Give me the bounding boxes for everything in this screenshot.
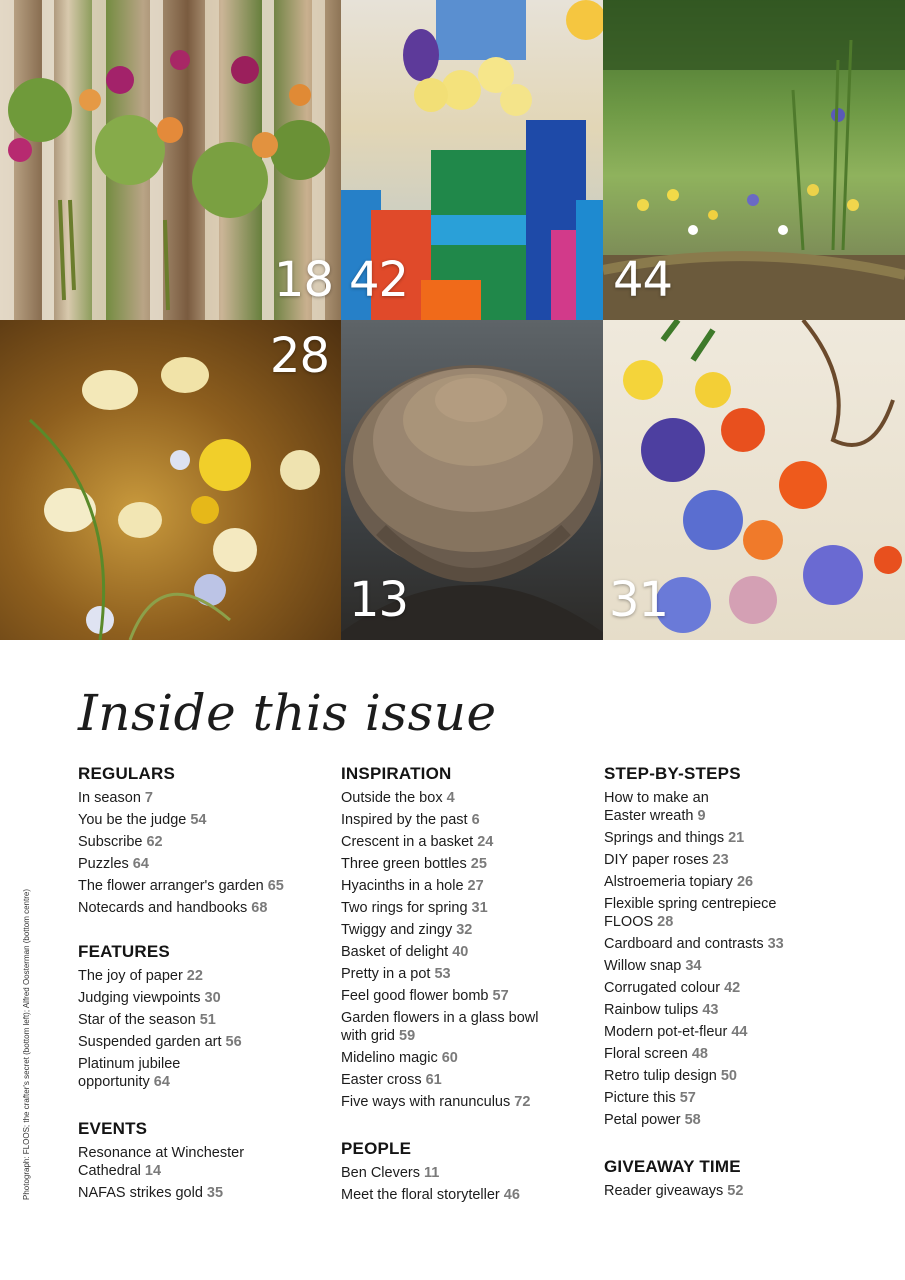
item-label: Resonance at Winchester Cathedral	[78, 1145, 245, 1179]
item-label: Two rings for spring	[341, 900, 468, 916]
item-page: 56	[225, 1034, 242, 1050]
item-label: Feel good flower bomb	[341, 988, 489, 1004]
contents-item[interactable]	[341, 811, 596, 829]
item-page: 58	[684, 1112, 701, 1128]
contents-item[interactable]	[78, 855, 333, 873]
item-label: Rainbow tulips	[604, 1002, 699, 1018]
item-label: Star of the season	[78, 1012, 196, 1028]
page-number-badge: 18	[273, 252, 333, 308]
item-page: 30	[204, 990, 221, 1006]
item-label: Meet the floral storyteller	[341, 1187, 500, 1203]
contents-item[interactable]	[604, 1182, 894, 1200]
item-label: DIY paper roses	[604, 852, 709, 868]
contents-column-1	[78, 764, 333, 1206]
photo-tile-28[interactable]	[0, 320, 341, 640]
photo-tile-13[interactable]	[341, 320, 603, 640]
item-page: 28	[657, 914, 674, 930]
contents-item[interactable]	[78, 811, 333, 829]
item-page: 4	[446, 790, 455, 806]
page-title: Inside this issue	[78, 684, 497, 742]
item-label: Inspired by the past	[341, 812, 468, 828]
item-page: 52	[727, 1183, 744, 1199]
contents-item[interactable]	[341, 855, 596, 873]
section-giveaway-time	[604, 1157, 894, 1200]
item-label: Retro tulip design	[604, 1068, 717, 1084]
contents-item[interactable]	[78, 899, 333, 917]
item-page: 35	[206, 1185, 224, 1201]
section-regulars	[78, 764, 333, 917]
item-label: Twiggy and zingy	[341, 922, 453, 938]
page-number-badge: 31	[609, 572, 669, 628]
item-page: 22	[186, 968, 203, 984]
photo-tile-44[interactable]	[603, 0, 905, 320]
item-page: 33	[767, 936, 784, 952]
item-page: 40	[452, 944, 469, 960]
item-page: 6	[471, 812, 480, 828]
item-label: Pretty in a pot	[341, 966, 431, 982]
spacer	[341, 1115, 596, 1139]
item-page: 53	[434, 966, 451, 982]
contents-item[interactable]	[78, 789, 333, 807]
photo-credit: Photograph: FLOOS; the crafter's secret (bottom left); Alfred Oosterman (bottom centre)	[22, 889, 31, 1200]
item-page: 32	[456, 922, 473, 938]
contents-item[interactable]	[78, 967, 333, 985]
item-label: Suspended garden art	[78, 1034, 222, 1050]
item-label: Springs and things	[604, 830, 725, 846]
page-number-badge: 42	[349, 252, 409, 308]
item-page: 9	[697, 808, 706, 824]
item-page: 21	[728, 830, 745, 846]
contents-item[interactable]	[78, 833, 333, 851]
section-title: STEP-BY-STEPS	[604, 764, 741, 783]
item-page: 46	[503, 1187, 520, 1203]
item-label: How to make an Easter wreath	[604, 790, 709, 824]
item-label: Cardboard and contrasts	[604, 936, 764, 952]
contents-item[interactable]	[341, 1009, 541, 1045]
contents-item[interactable]	[78, 1144, 278, 1180]
contents-column-3	[604, 764, 894, 1204]
item-page: 44	[731, 1024, 748, 1040]
contents-item[interactable]	[604, 1023, 894, 1041]
item-label: Modern pot-et-fleur	[604, 1024, 728, 1040]
contents-item[interactable]	[341, 1071, 596, 1089]
item-page: 62	[146, 834, 163, 850]
contents-item[interactable]	[341, 943, 596, 961]
item-label: Corrugated colour	[604, 980, 721, 996]
item-page: 34	[685, 958, 702, 974]
item-label: Alstroemeria topiary	[604, 874, 733, 890]
item-page: 65	[267, 878, 284, 894]
photo-tile-18[interactable]	[0, 0, 341, 320]
page-number-badge: 13	[349, 572, 409, 628]
contents-item[interactable]	[604, 957, 894, 975]
item-label: Garden flowers in a glass bowl with grid	[341, 1010, 539, 1044]
item-label: Notecards and handbooks	[78, 900, 248, 916]
item-label: Ben Clevers	[341, 1165, 420, 1181]
page-number-badge: 28	[269, 328, 329, 384]
section-events	[78, 1119, 333, 1202]
contents-item[interactable]	[604, 851, 894, 869]
contents-item[interactable]	[604, 789, 744, 825]
contents-item[interactable]	[604, 1045, 894, 1063]
section-title: EVENTS	[78, 1119, 148, 1138]
item-label: In season	[78, 790, 141, 806]
contents-item[interactable]	[604, 1067, 894, 1085]
contents-item[interactable]	[341, 1093, 596, 1111]
item-page: 11	[423, 1165, 440, 1181]
item-label: You be the judge	[78, 812, 187, 828]
item-page: 31	[471, 900, 488, 916]
contents-item[interactable]	[604, 1001, 894, 1019]
item-page: 64	[132, 856, 149, 872]
item-page: 43	[702, 1002, 719, 1018]
item-label: Petal power	[604, 1112, 681, 1128]
item-label: Basket of delight	[341, 944, 449, 960]
contents-item[interactable]	[341, 1186, 596, 1204]
contents-item[interactable]	[78, 877, 333, 895]
contents-item[interactable]	[341, 1164, 596, 1182]
item-label: Reader giveaways	[604, 1183, 724, 1199]
item-page: 57	[492, 988, 509, 1004]
contents-item[interactable]	[341, 877, 596, 895]
item-label: Outside the box	[341, 790, 443, 806]
section-title: REGULARS	[78, 764, 175, 783]
item-page: 24	[477, 834, 494, 850]
contents-item[interactable]	[78, 1011, 333, 1029]
item-page: 42	[724, 980, 741, 996]
contents-column-2	[341, 764, 596, 1208]
section-step-by-steps	[604, 764, 894, 1129]
photo-tile-31[interactable]	[603, 320, 905, 640]
item-page: 48	[691, 1046, 708, 1062]
item-label: Judging viewpoints	[78, 990, 201, 1006]
item-label: Puzzles	[78, 856, 129, 872]
contents-item[interactable]	[604, 895, 804, 931]
section-title: INSPIRATION	[341, 764, 452, 783]
contents-item[interactable]	[341, 965, 596, 983]
item-page: 72	[514, 1094, 531, 1110]
section-features	[78, 942, 333, 1091]
item-page: 51	[199, 1012, 216, 1028]
section-title: PEOPLE	[341, 1139, 412, 1158]
page-number-badge: 44	[613, 252, 673, 308]
section-title: FEATURES	[78, 942, 170, 961]
section-inspiration	[341, 764, 596, 1111]
item-label: Hyacinths in a hole	[341, 878, 464, 894]
contents-item[interactable]	[78, 1055, 218, 1091]
item-label: The flower arranger's garden	[78, 878, 264, 894]
item-label: Flexible spring centrepiece FLOOS	[604, 896, 777, 930]
item-page: 23	[712, 852, 729, 868]
item-page: 54	[190, 812, 207, 828]
contents-item[interactable]	[341, 899, 596, 917]
contents-item[interactable]	[78, 1184, 333, 1202]
item-label: Platinum jubilee opportunity	[78, 1056, 181, 1090]
contents-item[interactable]	[341, 987, 596, 1005]
spacer	[604, 1133, 894, 1157]
item-label: Picture this	[604, 1090, 676, 1106]
item-label: Five ways with ranunculus	[341, 1094, 511, 1110]
photo-tile-42[interactable]	[341, 0, 603, 320]
item-label: Floral screen	[604, 1046, 688, 1062]
item-page: 61	[425, 1072, 442, 1088]
item-page: 14	[144, 1163, 162, 1179]
item-page: 25	[470, 856, 487, 872]
item-label: Three green bottles	[341, 856, 467, 872]
item-page: 64	[153, 1074, 170, 1090]
item-page: 27	[467, 878, 484, 894]
item-page: 26	[736, 874, 754, 890]
contents-item[interactable]	[604, 1111, 894, 1129]
item-label: Crescent in a basket	[341, 834, 474, 850]
item-label: NAFAS strikes gold	[78, 1185, 203, 1201]
contents-item[interactable]	[341, 833, 596, 851]
item-page: 68	[251, 900, 268, 916]
contents-item[interactable]	[341, 789, 596, 807]
spacer	[78, 1095, 333, 1119]
section-title: GIVEAWAY TIME	[604, 1157, 741, 1176]
contents-item[interactable]	[604, 979, 894, 997]
contents-item[interactable]	[341, 921, 596, 939]
contents-item[interactable]	[604, 829, 894, 847]
contents-item[interactable]	[341, 1049, 596, 1067]
contents-item[interactable]	[78, 989, 333, 1007]
contents-item[interactable]	[78, 1033, 333, 1051]
contents-item[interactable]	[604, 873, 894, 891]
item-page: 60	[441, 1050, 458, 1066]
section-people	[341, 1139, 596, 1204]
item-page: 57	[679, 1090, 696, 1106]
item-label: Willow snap	[604, 958, 682, 974]
spacer	[78, 921, 333, 942]
item-label: The joy of paper	[78, 968, 183, 984]
contents-item[interactable]	[604, 935, 894, 953]
item-page: 59	[399, 1028, 416, 1044]
item-page: 7	[144, 790, 153, 806]
item-label: Midelino magic	[341, 1050, 438, 1066]
contents-item[interactable]	[604, 1089, 894, 1107]
item-label: Subscribe	[78, 834, 143, 850]
item-label: Easter cross	[341, 1072, 422, 1088]
item-page: 50	[720, 1068, 737, 1084]
